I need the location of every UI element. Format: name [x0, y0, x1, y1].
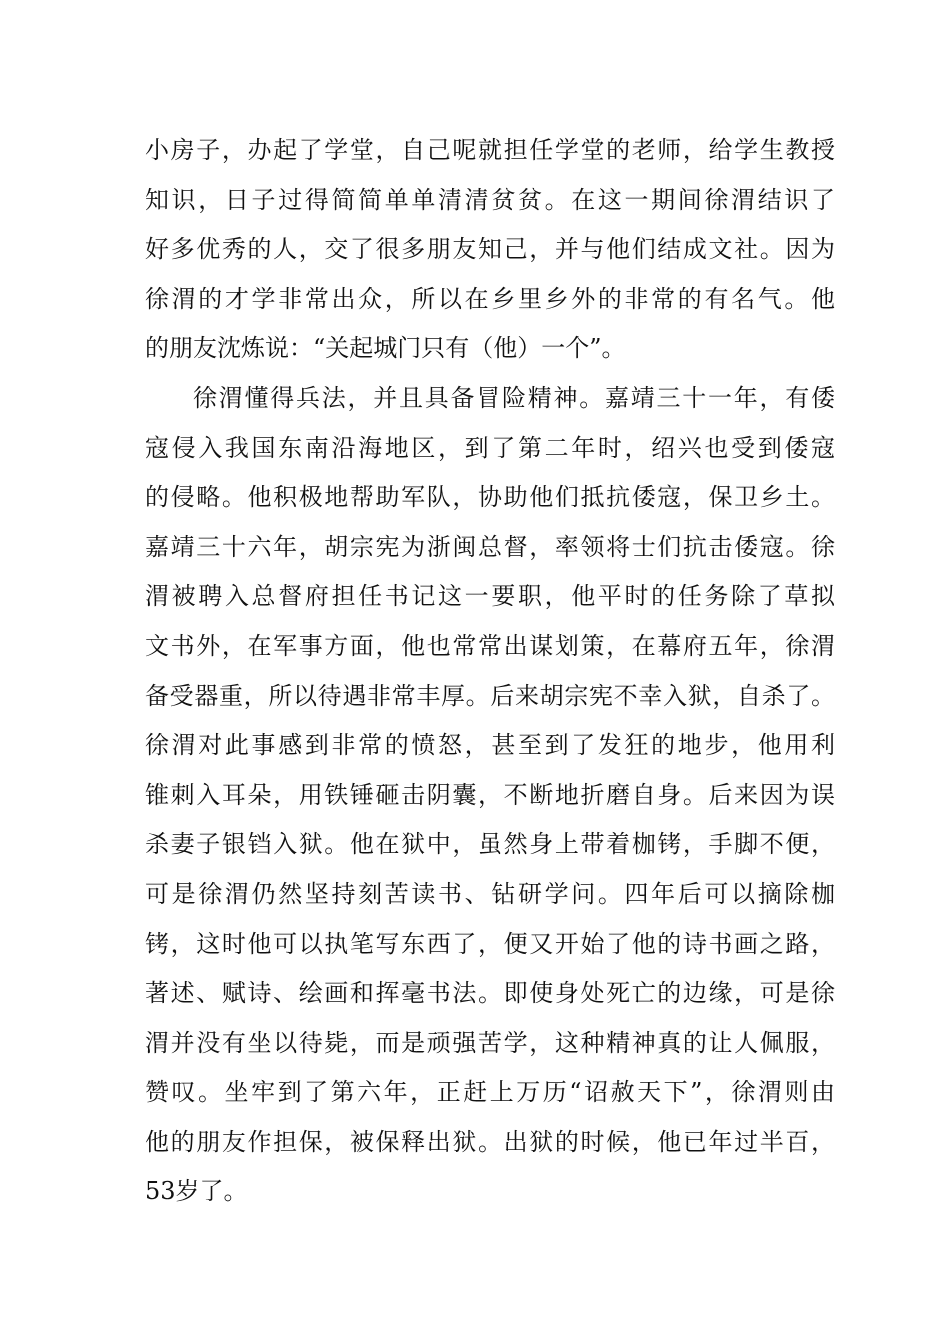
text-line: 的侵略。他积极地帮助军队，协助他们抵抗倭寇，保卫乡土。 — [145, 483, 835, 512]
text-line: 他的朋友作担保，被保释出狱。出狱的时候，他已年过半百， — [145, 1127, 835, 1156]
text-line: 小房子，办起了学堂，自己呢就担任学堂的老师，给学生教授 — [145, 136, 835, 164]
text-line: 锥刺入耳朵，用铁锤砸击阴囊，不断地折磨自身。后来因为误 — [145, 780, 835, 809]
text-line: 渭并没有坐以待毙，而是顽强苦学，这种精神真的让人佩服， — [145, 1028, 835, 1057]
text-line: 可是徐渭仍然坚持刻苦读书、钻研学问。四年后可以摘除枷 — [145, 879, 835, 908]
text-line: 铐，这时他可以执笔写东西了，便又开始了他的诗书画之路， — [145, 929, 835, 958]
text-line: 寇侵入我国东南沿海地区，到了第二年时，绍兴也受到倭寇 — [145, 433, 835, 462]
text-line: 徐渭的才学非常出众，所以在乡里乡外的非常的有名气。他 — [145, 284, 835, 313]
text-line: 的朋友沈炼说：“关起城门只有（他）一个”。 — [145, 334, 626, 363]
text-line: 著述、赋诗、绘画和挥毫书法。即使身处死亡的边缘，可是徐 — [145, 979, 835, 1008]
text-line: 文书外，在军事方面，他也常常出谋划策，在幕府五年，徐渭 — [145, 631, 835, 660]
text-line: 徐渭对此事感到非常的愤怒，甚至到了发狂的地步，他用利 — [145, 731, 835, 760]
text-line: 53岁了。 — [145, 1177, 248, 1206]
text-line: 好多优秀的人，交了很多朋友知己，并与他们结成文社。因为 — [145, 235, 835, 264]
text-line: 徐渭懂得兵法，并且具备冒险精神。嘉靖三十一年，有倭 — [193, 383, 835, 412]
text-line: 渭被聘入总督府担任书记这一要职，他平时的任务除了草拟 — [145, 582, 835, 611]
text-line: 赞叹。坐牢到了第六年，正赶上万历“诏赦天下”，徐渭则由 — [145, 1078, 835, 1107]
text-line: 嘉靖三十六年，胡宗宪为浙闽总督，率领将士们抗击倭寇。徐 — [145, 532, 835, 561]
text-line: 知识，日子过得简简单单清清贫贫。在这一期间徐渭结识了 — [145, 185, 835, 214]
body-text — [145, 126, 835, 1217]
text-line: 备受器重，所以待遇非常丰厚。后来胡宗宪不幸入狱，自杀了。 — [145, 681, 835, 710]
text-line: 杀妻子银铛入狱。他在狱中，虽然身上带着枷铐，手脚不便， — [145, 830, 835, 859]
